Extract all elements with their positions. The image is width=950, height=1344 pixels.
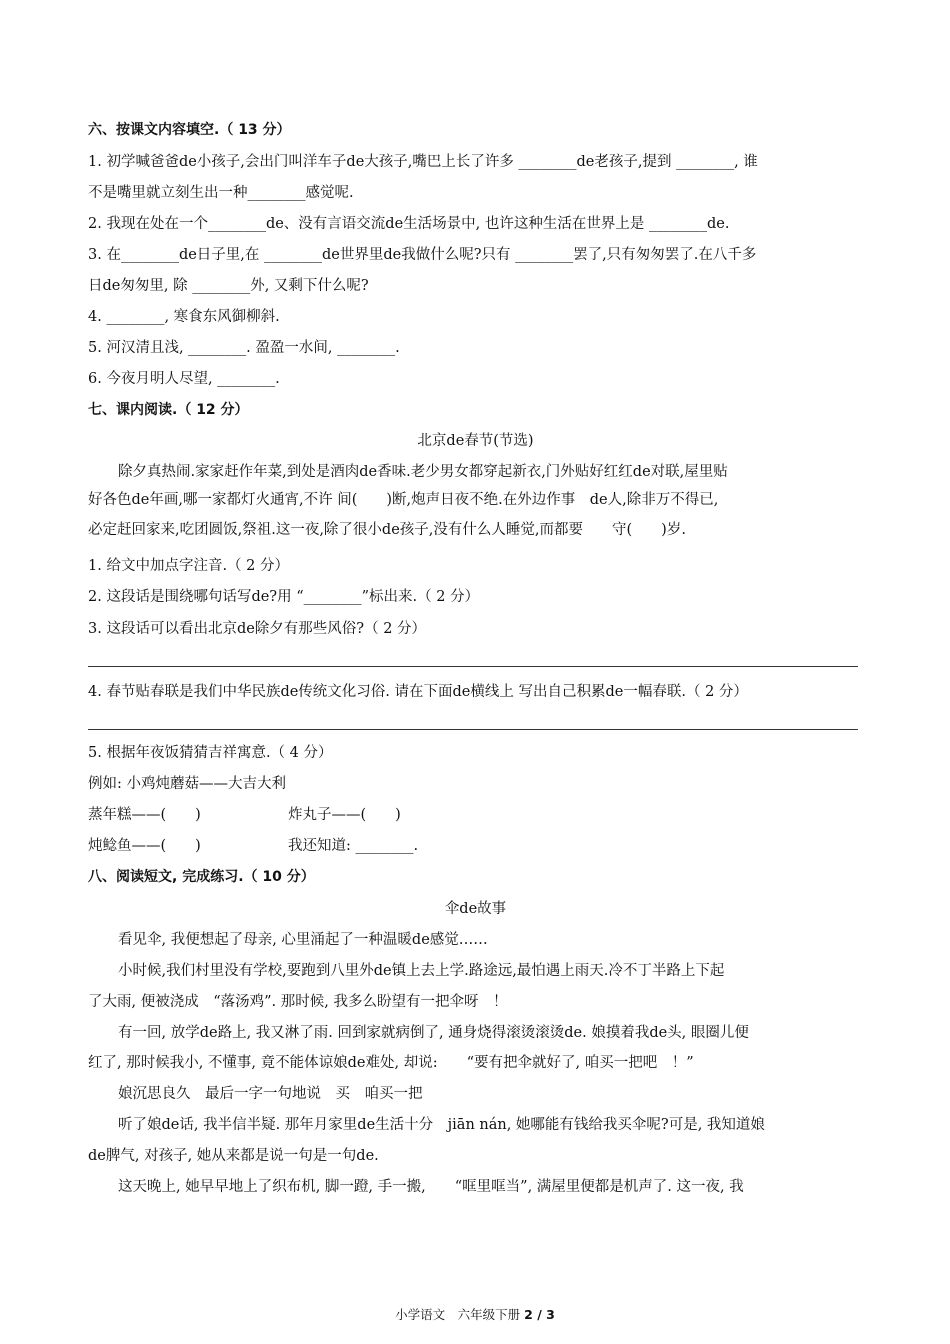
story-line: 了大雨, 便被浇成 “落汤鸡”. 那时候, 我多么盼望有一把伞呀 ！ bbox=[88, 994, 508, 1010]
story-line: de脾气, 对孩子, 她从来都是说一句是一句de. bbox=[88, 1148, 379, 1164]
question-2: 2. 这段话是围绕哪句话写de?用 “________”标出来.（ 2 分） bbox=[88, 589, 480, 605]
section8-heading: 八、阅读短文, 完成练习.（ 10 分） bbox=[88, 869, 315, 885]
section6-line: 6. 今夜月明人尽望, ________. bbox=[88, 371, 280, 387]
dish-answer: 炸丸子——( ) bbox=[288, 807, 401, 823]
example-line: 例如: 小鸡炖蘑菇——大吉大利 bbox=[88, 776, 286, 792]
question-1: 1. 给文中加点字注音.（ 2 分） bbox=[88, 558, 289, 574]
passage-line: 必定赶回家来,吃团圆饭,祭祖.这一夜,除了很小de孩子,没有什么人睡觉,而都要 守( )岁. bbox=[88, 522, 686, 538]
section6-line: 不是嘴里就立刻生出一种________感觉呢. bbox=[88, 185, 354, 201]
passage-title: 伞de故事 bbox=[444, 901, 507, 917]
dish-answer: 炖鲶鱼——( ) bbox=[88, 838, 201, 854]
section6-line: 1. 初学喊爸爸de小孩子,会出门叫洋车子de大孩子,嘴巴上长了许多 ________de老孩子,提到 ________, 谁 bbox=[88, 154, 758, 170]
dish-answer: 蒸年糕——( ) bbox=[88, 807, 201, 823]
section6-line: 3. 在________de日子里,在 ________de世界里de我做什么呢?只有 ________罢了,只有匆匆罢了.在八千多 bbox=[88, 247, 757, 263]
story-line: 娘沉思良久 最后一字一句地说 买 咱买一把 bbox=[118, 1086, 423, 1102]
question-5: 5. 根据年夜饭猜猜吉祥寓意.（ 4 分） bbox=[88, 745, 333, 761]
story-line: 红了, 那时候我小, 不懂事, 竟不能体谅娘de难处, 却说: “要有把伞就好了, 咱买一把吧 ！” bbox=[88, 1055, 694, 1071]
story-line: 有一回, 放学de路上, 我又淋了雨. 回到家就病倒了, 通身烧得滚烫滚烫de. 娘摸着我de头, 眼圈儿便 bbox=[118, 1025, 749, 1041]
story-line: 这天晚上, 她早早地上了织布机, 脚一蹬, 手一搬, “哐里哐当”, 满屋里便都是机声了. 这一夜, 我 bbox=[118, 1179, 744, 1195]
story-line: 听了娘de话, 我半信半疑. 那年月家里de生活十分 jiān nán, 她哪能有钱给我买伞呢?可是, 我知道娘 bbox=[118, 1117, 765, 1133]
answer-line[interactable] bbox=[88, 729, 858, 730]
passage-title: 北京de春节(节选) bbox=[417, 433, 534, 449]
section6-line: 日de匆匆里, 除 ________外, 又剩下什么呢? bbox=[88, 278, 369, 294]
story-line: 小时候,我们村里没有学校,要跑到八里外de镇上去上学.路途远,最怕遇上雨天.冷不丁半路上下起 bbox=[118, 963, 725, 979]
passage-line: 除夕真热闹.家家赶作年菜,到处是酒肉de香味.老少男女都穿起新衣,门外贴好红红de对联,屋里贴 bbox=[118, 464, 728, 480]
story-line: 看见伞, 我便想起了母亲, 心里涌起了一种温暖de感觉…… bbox=[118, 932, 488, 948]
question-4: 4. 春节贴春联是我们中华民族de传统文化习俗. 请在下面de横线上 写出自己积累de一幅春联.（ 2 分） bbox=[88, 684, 748, 700]
passage-line: 好各色de年画,哪一家都灯火通宵,不许 间( )断,炮声日夜不绝.在外边作事 de人,除非万不得已, bbox=[88, 492, 719, 508]
page-footer bbox=[0, 1305, 950, 1323]
section6-line: 2. 我现在处在一个________de、没有言语交流de生活场景中, 也许这种生活在世界上是 ________de. bbox=[88, 216, 730, 232]
section6-line: 4. ________, 寒食东风御柳斜. bbox=[88, 309, 280, 325]
page-number: 2 / 3 bbox=[524, 1307, 555, 1322]
answer-line[interactable] bbox=[88, 666, 858, 667]
section6-heading: 六、按课文内容填空.（ 13 分） bbox=[88, 122, 291, 138]
footer-label: 小学语文 六年级下册 bbox=[395, 1307, 521, 1322]
section6-line: 5. 河汉清且浅, ________. 盈盈一水间, ________. bbox=[88, 340, 400, 356]
section7-heading: 七、课内阅读.（ 12 分） bbox=[88, 402, 249, 418]
question-3: 3. 这段话可以看出北京de除夕有那些风俗?（ 2 分） bbox=[88, 621, 427, 637]
dish-answer: 我还知道: ________. bbox=[288, 838, 419, 854]
